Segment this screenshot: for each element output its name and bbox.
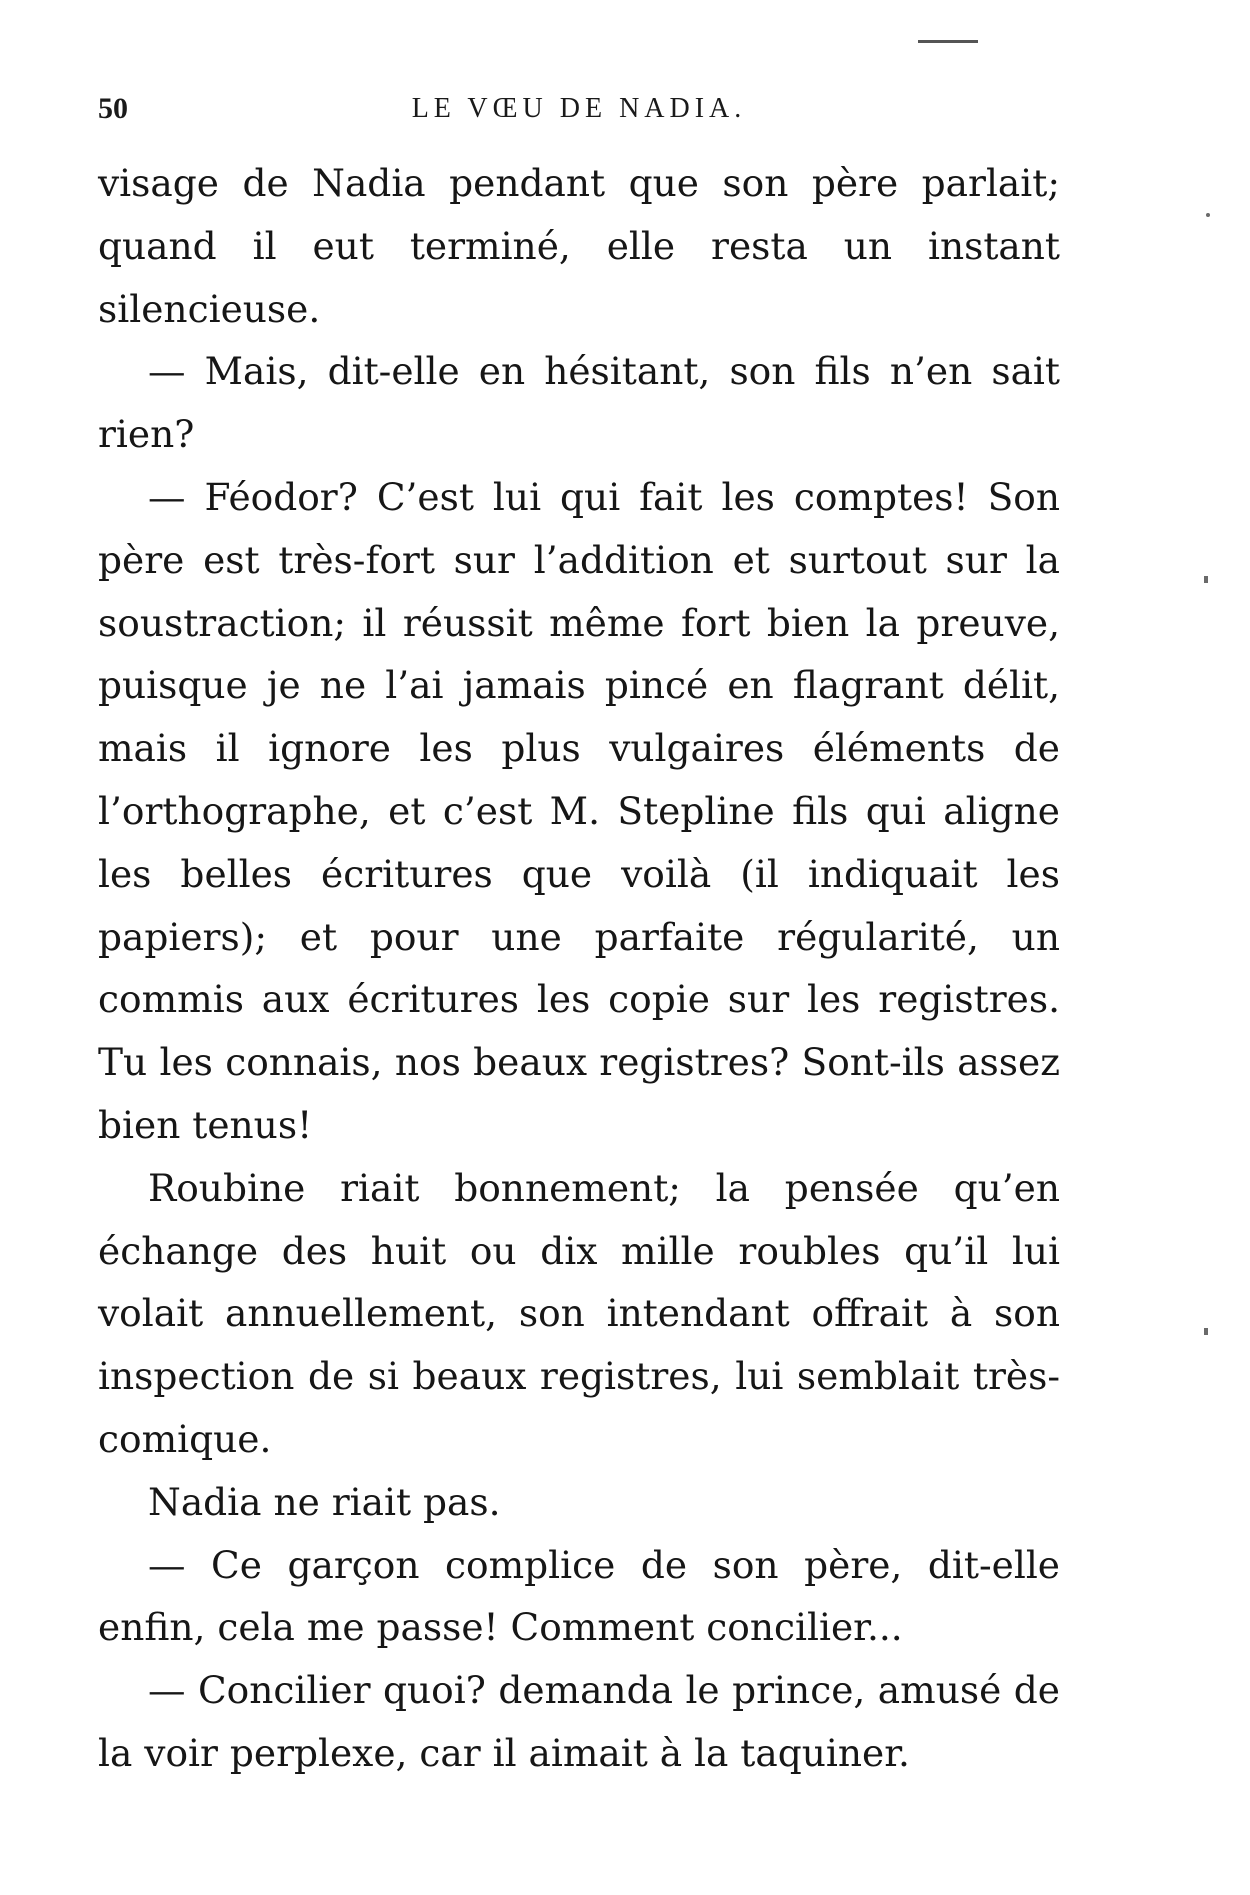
scan-speck [1204, 576, 1208, 583]
paragraph-1: visage de Nadia pendant que son père parlait; quand il eut terminé, elle resta un instant silencieuse. [98, 161, 1060, 331]
paragraph-4: Roubine riait bonnement; la pensée qu’en échange des huit ou dix mille roubles qu’il lui volait annuellement, son intendant offrait à son inspection de si beaux registres, lui semblait très-comique. [98, 1165, 1060, 1461]
paragraph-6: — Ce garçon complice de son père, dit-elle enfin, cela me passe! Comment concilier... [98, 1542, 1060, 1650]
page-header [98, 90, 1060, 130]
book-page [98, 90, 1060, 1785]
scan-speck [918, 40, 978, 43]
body-text [98, 152, 1060, 1785]
paragraph-5: Nadia ne riait pas. [148, 1479, 501, 1524]
paragraph-3: — Féodor? C’est lui qui fait les comptes! Son père est très-fort sur l’addition et surtout sur la soustraction; il réussit même fort bien la preuve, puisque je ne l’ai jamais pincé en flagrant délit, mais il ignore les plus vulgaires éléments de l’orthographe, et c’est M. Stepline fils qui aligne les belles écritures que voilà (il indiquait les papiers); et pour une parfaite régularité, un commis aux écritures les copie sur les registres. Tu les connais, nos beaux registres? Sont-ils assez bien tenus! [98, 474, 1060, 1147]
paragraph-7: — Concilier quoi? demanda le prince, amusé de la voir perplexe, car il aimait à la taquiner. [98, 1668, 1060, 1775]
scan-speck [1204, 1328, 1208, 1335]
page-number: 50 [98, 92, 128, 125]
paragraph-2: — Mais, dit-elle en hésitant, son fils n’en sait rien? [98, 349, 1060, 457]
running-title: LE VŒU DE NADIA. [411, 93, 747, 124]
scan-speck [1206, 213, 1210, 217]
